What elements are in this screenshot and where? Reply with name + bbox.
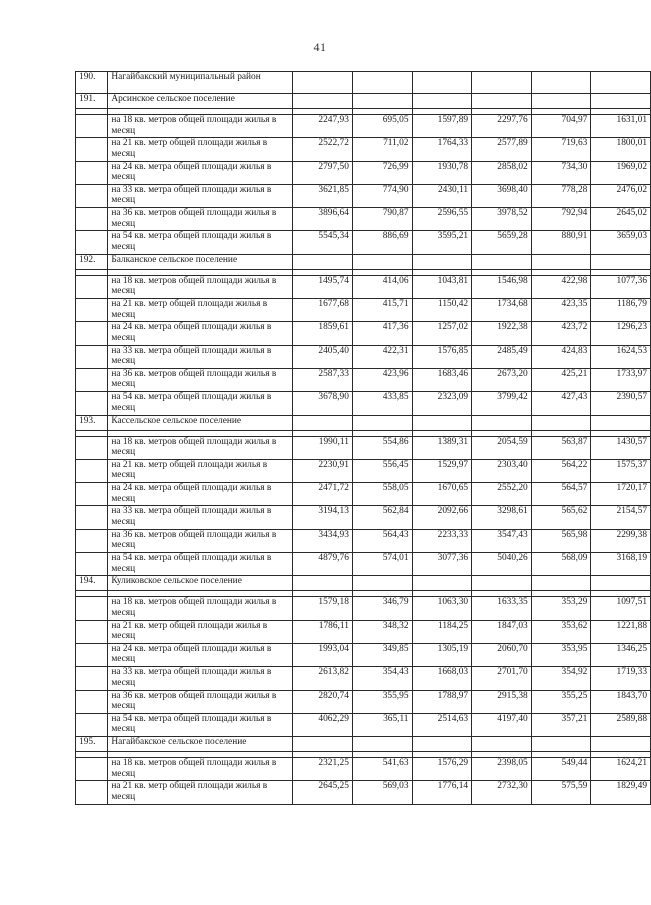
row-label: на 18 кв. метров общей площади жилья в месяц bbox=[108, 275, 293, 298]
row-number-cell bbox=[76, 368, 108, 391]
value-cell: 422,31 bbox=[352, 345, 412, 368]
value-cell: 2092,66 bbox=[412, 506, 472, 529]
value-cell: 2390,57 bbox=[591, 392, 651, 415]
value-cell: 880,91 bbox=[531, 231, 591, 254]
value-cell: 1430,57 bbox=[591, 436, 651, 459]
section-header-row bbox=[76, 94, 651, 109]
value-cell: 2405,40 bbox=[293, 345, 353, 368]
value-cell: 2577,89 bbox=[472, 138, 532, 161]
row-label: на 18 кв. метров общей площади жилья в месяц bbox=[108, 436, 293, 459]
value-cell: 1720,17 bbox=[591, 483, 651, 506]
value-cell: 1786,11 bbox=[293, 620, 353, 643]
value-cell: 3194,13 bbox=[293, 506, 353, 529]
value-cell: 1733,97 bbox=[591, 368, 651, 391]
table-row bbox=[76, 781, 651, 804]
empty-cell bbox=[472, 576, 532, 591]
value-cell: 734,30 bbox=[531, 161, 591, 184]
section-number: 191. bbox=[76, 94, 108, 109]
empty-cell bbox=[591, 415, 651, 430]
value-cell: 2613,82 bbox=[293, 667, 353, 690]
value-cell: 1843,70 bbox=[591, 690, 651, 713]
value-cell: 1257,02 bbox=[412, 322, 472, 345]
empty-cell bbox=[352, 72, 412, 94]
value-cell: 2303,40 bbox=[472, 459, 532, 482]
value-cell: 774,90 bbox=[352, 184, 412, 207]
value-cell: 423,72 bbox=[531, 322, 591, 345]
value-cell: 1719,33 bbox=[591, 667, 651, 690]
table-row bbox=[76, 459, 651, 482]
table-row bbox=[76, 597, 651, 620]
value-cell: 1788,97 bbox=[412, 690, 472, 713]
value-cell: 704,97 bbox=[531, 115, 591, 138]
value-cell: 1221,88 bbox=[591, 620, 651, 643]
value-cell: 2398,05 bbox=[472, 758, 532, 781]
value-cell: 425,21 bbox=[531, 368, 591, 391]
row-number-cell bbox=[76, 529, 108, 552]
section-name: Нагайбакский муниципальный район bbox=[108, 72, 293, 94]
empty-cell bbox=[472, 737, 532, 752]
row-label: на 18 кв. метров общей площади жилья в месяц bbox=[108, 758, 293, 781]
empty-cell bbox=[531, 94, 591, 109]
row-number-cell bbox=[76, 345, 108, 368]
table-row bbox=[76, 208, 651, 231]
empty-cell bbox=[352, 576, 412, 591]
value-cell: 1597,89 bbox=[412, 115, 472, 138]
value-cell: 1077,36 bbox=[591, 275, 651, 298]
section-name: Куликовское сельское поселение bbox=[108, 576, 293, 591]
value-cell: 1296,23 bbox=[591, 322, 651, 345]
value-cell: 1576,85 bbox=[412, 345, 472, 368]
value-cell: 1969,02 bbox=[591, 161, 651, 184]
empty-cell bbox=[591, 737, 651, 752]
value-cell: 349,85 bbox=[352, 643, 412, 666]
value-cell: 3896,64 bbox=[293, 208, 353, 231]
value-cell: 423,96 bbox=[352, 368, 412, 391]
row-number-cell bbox=[76, 184, 108, 207]
empty-cell bbox=[412, 415, 472, 430]
value-cell: 2522,72 bbox=[293, 138, 353, 161]
row-label: на 33 кв. метра общей площади жилья в месяц bbox=[108, 345, 293, 368]
table-row bbox=[76, 184, 651, 207]
row-number-cell bbox=[76, 758, 108, 781]
value-cell: 2915,38 bbox=[472, 690, 532, 713]
value-cell: 1624,21 bbox=[591, 758, 651, 781]
value-cell: 3077,36 bbox=[412, 553, 472, 576]
section-name: Кассельское сельское поселение bbox=[108, 415, 293, 430]
empty-cell bbox=[472, 94, 532, 109]
empty-cell bbox=[293, 415, 353, 430]
value-cell: 2645,25 bbox=[293, 781, 353, 804]
tariff-table-body bbox=[76, 72, 651, 805]
value-cell: 565,98 bbox=[531, 529, 591, 552]
value-cell: 417,36 bbox=[352, 322, 412, 345]
value-cell: 1847,03 bbox=[472, 620, 532, 643]
table-row bbox=[76, 529, 651, 552]
value-cell: 1734,68 bbox=[472, 299, 532, 322]
value-cell: 3678,90 bbox=[293, 392, 353, 415]
value-cell: 1922,38 bbox=[472, 322, 532, 345]
value-cell: 2701,70 bbox=[472, 667, 532, 690]
value-cell: 2514,63 bbox=[412, 713, 472, 736]
row-label: на 33 кв. метра общей площади жилья в месяц bbox=[108, 667, 293, 690]
row-label: на 18 кв. метров общей площади жилья в месяц bbox=[108, 597, 293, 620]
row-number-cell bbox=[76, 392, 108, 415]
value-cell: 1546,98 bbox=[472, 275, 532, 298]
value-cell: 1495,74 bbox=[293, 275, 353, 298]
value-cell: 2154,57 bbox=[591, 506, 651, 529]
section-name: Нагайбакское сельское поселение bbox=[108, 737, 293, 752]
value-cell: 4879,76 bbox=[293, 553, 353, 576]
value-cell: 564,57 bbox=[531, 483, 591, 506]
empty-cell bbox=[412, 576, 472, 591]
row-number-cell bbox=[76, 208, 108, 231]
empty-cell bbox=[293, 576, 353, 591]
section-header-row bbox=[76, 415, 651, 430]
table-row bbox=[76, 161, 651, 184]
row-number-cell bbox=[76, 781, 108, 804]
row-number-cell bbox=[76, 231, 108, 254]
value-cell: 3621,85 bbox=[293, 184, 353, 207]
table-row bbox=[76, 667, 651, 690]
value-cell: 433,85 bbox=[352, 392, 412, 415]
value-cell: 3978,52 bbox=[472, 208, 532, 231]
row-label: на 21 кв. метр общей площади жилья в месяц bbox=[108, 138, 293, 161]
value-cell: 1150,42 bbox=[412, 299, 472, 322]
value-cell: 5040,26 bbox=[472, 553, 532, 576]
empty-cell bbox=[472, 415, 532, 430]
row-label: на 24 кв. метра общей площади жилья в месяц bbox=[108, 161, 293, 184]
value-cell: 1776,14 bbox=[412, 781, 472, 804]
value-cell: 1576,29 bbox=[412, 758, 472, 781]
row-label: на 24 кв. метра общей площади жилья в месяц bbox=[108, 322, 293, 345]
empty-cell bbox=[352, 737, 412, 752]
row-number-cell bbox=[76, 161, 108, 184]
value-cell: 2060,70 bbox=[472, 643, 532, 666]
value-cell: 2247,93 bbox=[293, 115, 353, 138]
value-cell: 2321,25 bbox=[293, 758, 353, 781]
value-cell: 2233,33 bbox=[412, 529, 472, 552]
empty-cell bbox=[352, 254, 412, 269]
row-label: на 24 кв. метра общей площади жилья в месяц bbox=[108, 643, 293, 666]
row-number-cell bbox=[76, 690, 108, 713]
row-number-cell bbox=[76, 483, 108, 506]
table-row bbox=[76, 275, 651, 298]
value-cell: 2587,33 bbox=[293, 368, 353, 391]
section-number: 192. bbox=[76, 254, 108, 269]
value-cell: 574,01 bbox=[352, 553, 412, 576]
value-cell: 695,05 bbox=[352, 115, 412, 138]
value-cell: 3698,40 bbox=[472, 184, 532, 207]
value-cell: 4197,40 bbox=[472, 713, 532, 736]
value-cell: 353,95 bbox=[531, 643, 591, 666]
row-label: на 36 кв. метров общей площади жилья в месяц bbox=[108, 690, 293, 713]
value-cell: 564,43 bbox=[352, 529, 412, 552]
row-number-cell bbox=[76, 275, 108, 298]
value-cell: 1990,11 bbox=[293, 436, 353, 459]
row-number-cell bbox=[76, 115, 108, 138]
section-number: 190. bbox=[76, 72, 108, 94]
value-cell: 1063,30 bbox=[412, 597, 472, 620]
value-cell: 575,59 bbox=[531, 781, 591, 804]
empty-cell bbox=[293, 94, 353, 109]
empty-cell bbox=[472, 72, 532, 94]
tariff-table bbox=[75, 71, 651, 805]
row-label: на 21 кв. метр общей площади жилья в месяц bbox=[108, 459, 293, 482]
value-cell: 355,25 bbox=[531, 690, 591, 713]
row-number-cell bbox=[76, 436, 108, 459]
row-label: на 36 кв. метров общей площади жилья в месяц bbox=[108, 529, 293, 552]
empty-cell bbox=[531, 737, 591, 752]
value-cell: 886,69 bbox=[352, 231, 412, 254]
value-cell: 2797,50 bbox=[293, 161, 353, 184]
section-number: 195. bbox=[76, 737, 108, 752]
value-cell: 565,62 bbox=[531, 506, 591, 529]
row-number-cell bbox=[76, 459, 108, 482]
empty-cell bbox=[531, 254, 591, 269]
section-header-row bbox=[76, 737, 651, 752]
value-cell: 354,43 bbox=[352, 667, 412, 690]
page-number: 41 bbox=[313, 40, 327, 54]
row-label: на 21 кв. метр общей площади жилья в месяц bbox=[108, 620, 293, 643]
value-cell: 5659,28 bbox=[472, 231, 532, 254]
table-row bbox=[76, 436, 651, 459]
row-number-cell bbox=[76, 322, 108, 345]
value-cell: 792,94 bbox=[531, 208, 591, 231]
row-number-cell bbox=[76, 506, 108, 529]
row-label: на 54 кв. метра общей площади жилья в месяц bbox=[108, 231, 293, 254]
value-cell: 2820,74 bbox=[293, 690, 353, 713]
value-cell: 1305,19 bbox=[412, 643, 472, 666]
value-cell: 790,87 bbox=[352, 208, 412, 231]
empty-cell bbox=[352, 94, 412, 109]
empty-cell bbox=[531, 576, 591, 591]
value-cell: 2858,02 bbox=[472, 161, 532, 184]
row-label: на 21 кв. метр общей площади жилья в месяц bbox=[108, 781, 293, 804]
empty-cell bbox=[591, 72, 651, 94]
value-cell: 1670,65 bbox=[412, 483, 472, 506]
value-cell: 719,63 bbox=[531, 138, 591, 161]
value-cell: 4062,29 bbox=[293, 713, 353, 736]
row-number-cell bbox=[76, 138, 108, 161]
row-label: на 33 кв. метра общей площади жилья в месяц bbox=[108, 506, 293, 529]
value-cell: 414,06 bbox=[352, 275, 412, 298]
empty-cell bbox=[472, 254, 532, 269]
table-row bbox=[76, 345, 651, 368]
value-cell: 354,92 bbox=[531, 667, 591, 690]
table-row bbox=[76, 368, 651, 391]
value-cell: 1186,79 bbox=[591, 299, 651, 322]
table-row bbox=[76, 392, 651, 415]
value-cell: 3434,93 bbox=[293, 529, 353, 552]
table-row bbox=[76, 506, 651, 529]
row-label: на 54 кв. метра общей площади жилья в месяц bbox=[108, 713, 293, 736]
empty-cell bbox=[412, 737, 472, 752]
value-cell: 3659,03 bbox=[591, 231, 651, 254]
value-cell: 355,95 bbox=[352, 690, 412, 713]
value-cell: 564,22 bbox=[531, 459, 591, 482]
value-cell: 2230,91 bbox=[293, 459, 353, 482]
table-row bbox=[76, 713, 651, 736]
row-number-cell bbox=[76, 553, 108, 576]
value-cell: 2476,02 bbox=[591, 184, 651, 207]
empty-cell bbox=[531, 415, 591, 430]
row-number-cell bbox=[76, 299, 108, 322]
value-cell: 353,29 bbox=[531, 597, 591, 620]
table-row bbox=[76, 322, 651, 345]
row-label: на 54 кв. метра общей площади жилья в месяц bbox=[108, 553, 293, 576]
empty-cell bbox=[412, 72, 472, 94]
row-number-cell bbox=[76, 597, 108, 620]
value-cell: 3298,61 bbox=[472, 506, 532, 529]
row-label: на 21 кв. метр общей площади жилья в месяц bbox=[108, 299, 293, 322]
empty-cell bbox=[591, 254, 651, 269]
section-header-row bbox=[76, 576, 651, 591]
value-cell: 569,03 bbox=[352, 781, 412, 804]
section-number: 194. bbox=[76, 576, 108, 591]
value-cell: 353,62 bbox=[531, 620, 591, 643]
value-cell: 2732,30 bbox=[472, 781, 532, 804]
row-number-cell bbox=[76, 667, 108, 690]
row-label: на 24 кв. метра общей площади жилья в месяц bbox=[108, 483, 293, 506]
table-row bbox=[76, 643, 651, 666]
table-row bbox=[76, 690, 651, 713]
value-cell: 1575,37 bbox=[591, 459, 651, 482]
value-cell: 711,02 bbox=[352, 138, 412, 161]
value-cell: 3595,21 bbox=[412, 231, 472, 254]
value-cell: 422,98 bbox=[531, 275, 591, 298]
value-cell: 778,28 bbox=[531, 184, 591, 207]
value-cell: 1579,18 bbox=[293, 597, 353, 620]
value-cell: 2297,76 bbox=[472, 115, 532, 138]
value-cell: 1829,49 bbox=[591, 781, 651, 804]
value-cell: 2596,55 bbox=[412, 208, 472, 231]
value-cell: 2471,72 bbox=[293, 483, 353, 506]
value-cell: 568,09 bbox=[531, 553, 591, 576]
value-cell: 563,87 bbox=[531, 436, 591, 459]
value-cell: 2430,11 bbox=[412, 184, 472, 207]
value-cell: 1184,25 bbox=[412, 620, 472, 643]
table-row bbox=[76, 483, 651, 506]
value-cell: 1800,01 bbox=[591, 138, 651, 161]
empty-cell bbox=[412, 94, 472, 109]
value-cell: 5545,34 bbox=[293, 231, 353, 254]
value-cell: 549,44 bbox=[531, 758, 591, 781]
row-label: на 33 кв. метра общей площади жилья в месяц bbox=[108, 184, 293, 207]
row-label: на 54 кв. метра общей площади жилья в месяц bbox=[108, 392, 293, 415]
value-cell: 348,32 bbox=[352, 620, 412, 643]
value-cell: 1764,33 bbox=[412, 138, 472, 161]
value-cell: 556,45 bbox=[352, 459, 412, 482]
row-label: на 18 кв. метров общей площади жилья в месяц bbox=[108, 115, 293, 138]
row-label: на 36 кв. метров общей площади жилья в месяц bbox=[108, 368, 293, 391]
value-cell: 357,21 bbox=[531, 713, 591, 736]
value-cell: 558,05 bbox=[352, 483, 412, 506]
value-cell: 1346,25 bbox=[591, 643, 651, 666]
row-number-cell bbox=[76, 620, 108, 643]
empty-cell bbox=[412, 254, 472, 269]
value-cell: 1631,01 bbox=[591, 115, 651, 138]
section-header-row bbox=[76, 254, 651, 269]
value-cell: 3168,19 bbox=[591, 553, 651, 576]
empty-cell bbox=[293, 72, 353, 94]
value-cell: 423,35 bbox=[531, 299, 591, 322]
value-cell: 1930,78 bbox=[412, 161, 472, 184]
value-cell: 554,86 bbox=[352, 436, 412, 459]
value-cell: 1097,51 bbox=[591, 597, 651, 620]
value-cell: 2485,49 bbox=[472, 345, 532, 368]
value-cell: 2299,38 bbox=[591, 529, 651, 552]
value-cell: 415,71 bbox=[352, 299, 412, 322]
value-cell: 2323,09 bbox=[412, 392, 472, 415]
value-cell: 1624,53 bbox=[591, 345, 651, 368]
section-number: 193. bbox=[76, 415, 108, 430]
table-row bbox=[76, 299, 651, 322]
value-cell: 1859,61 bbox=[293, 322, 353, 345]
row-number-cell bbox=[76, 643, 108, 666]
value-cell: 2673,20 bbox=[472, 368, 532, 391]
empty-cell bbox=[293, 737, 353, 752]
table-row bbox=[76, 138, 651, 161]
value-cell: 1633,35 bbox=[472, 597, 532, 620]
table-row bbox=[76, 553, 651, 576]
section-name: Балканское сельское поселение bbox=[108, 254, 293, 269]
value-cell: 2552,20 bbox=[472, 483, 532, 506]
section-name: Арсинское сельское поселение bbox=[108, 94, 293, 109]
value-cell: 3799,42 bbox=[472, 392, 532, 415]
table-row bbox=[76, 758, 651, 781]
value-cell: 2589,88 bbox=[591, 713, 651, 736]
empty-cell bbox=[352, 415, 412, 430]
value-cell: 1668,03 bbox=[412, 667, 472, 690]
value-cell: 562,84 bbox=[352, 506, 412, 529]
value-cell: 1993,04 bbox=[293, 643, 353, 666]
value-cell: 427,43 bbox=[531, 392, 591, 415]
empty-cell bbox=[591, 576, 651, 591]
value-cell: 2645,02 bbox=[591, 208, 651, 231]
value-cell: 424,83 bbox=[531, 345, 591, 368]
value-cell: 1529,97 bbox=[412, 459, 472, 482]
value-cell: 1677,68 bbox=[293, 299, 353, 322]
value-cell: 1043,81 bbox=[412, 275, 472, 298]
value-cell: 2054,59 bbox=[472, 436, 532, 459]
value-cell: 541,63 bbox=[352, 758, 412, 781]
section-header-row bbox=[76, 72, 651, 94]
value-cell: 1683,46 bbox=[412, 368, 472, 391]
value-cell: 3547,43 bbox=[472, 529, 532, 552]
empty-cell bbox=[293, 254, 353, 269]
row-number-cell bbox=[76, 713, 108, 736]
empty-cell bbox=[531, 72, 591, 94]
row-label: на 36 кв. метров общей площади жилья в месяц bbox=[108, 208, 293, 231]
value-cell: 365,11 bbox=[352, 713, 412, 736]
empty-cell bbox=[591, 94, 651, 109]
value-cell: 1389,31 bbox=[412, 436, 472, 459]
value-cell: 726,99 bbox=[352, 161, 412, 184]
value-cell: 346,79 bbox=[352, 597, 412, 620]
table-row bbox=[76, 620, 651, 643]
table-row bbox=[76, 115, 651, 138]
table-row bbox=[76, 231, 651, 254]
